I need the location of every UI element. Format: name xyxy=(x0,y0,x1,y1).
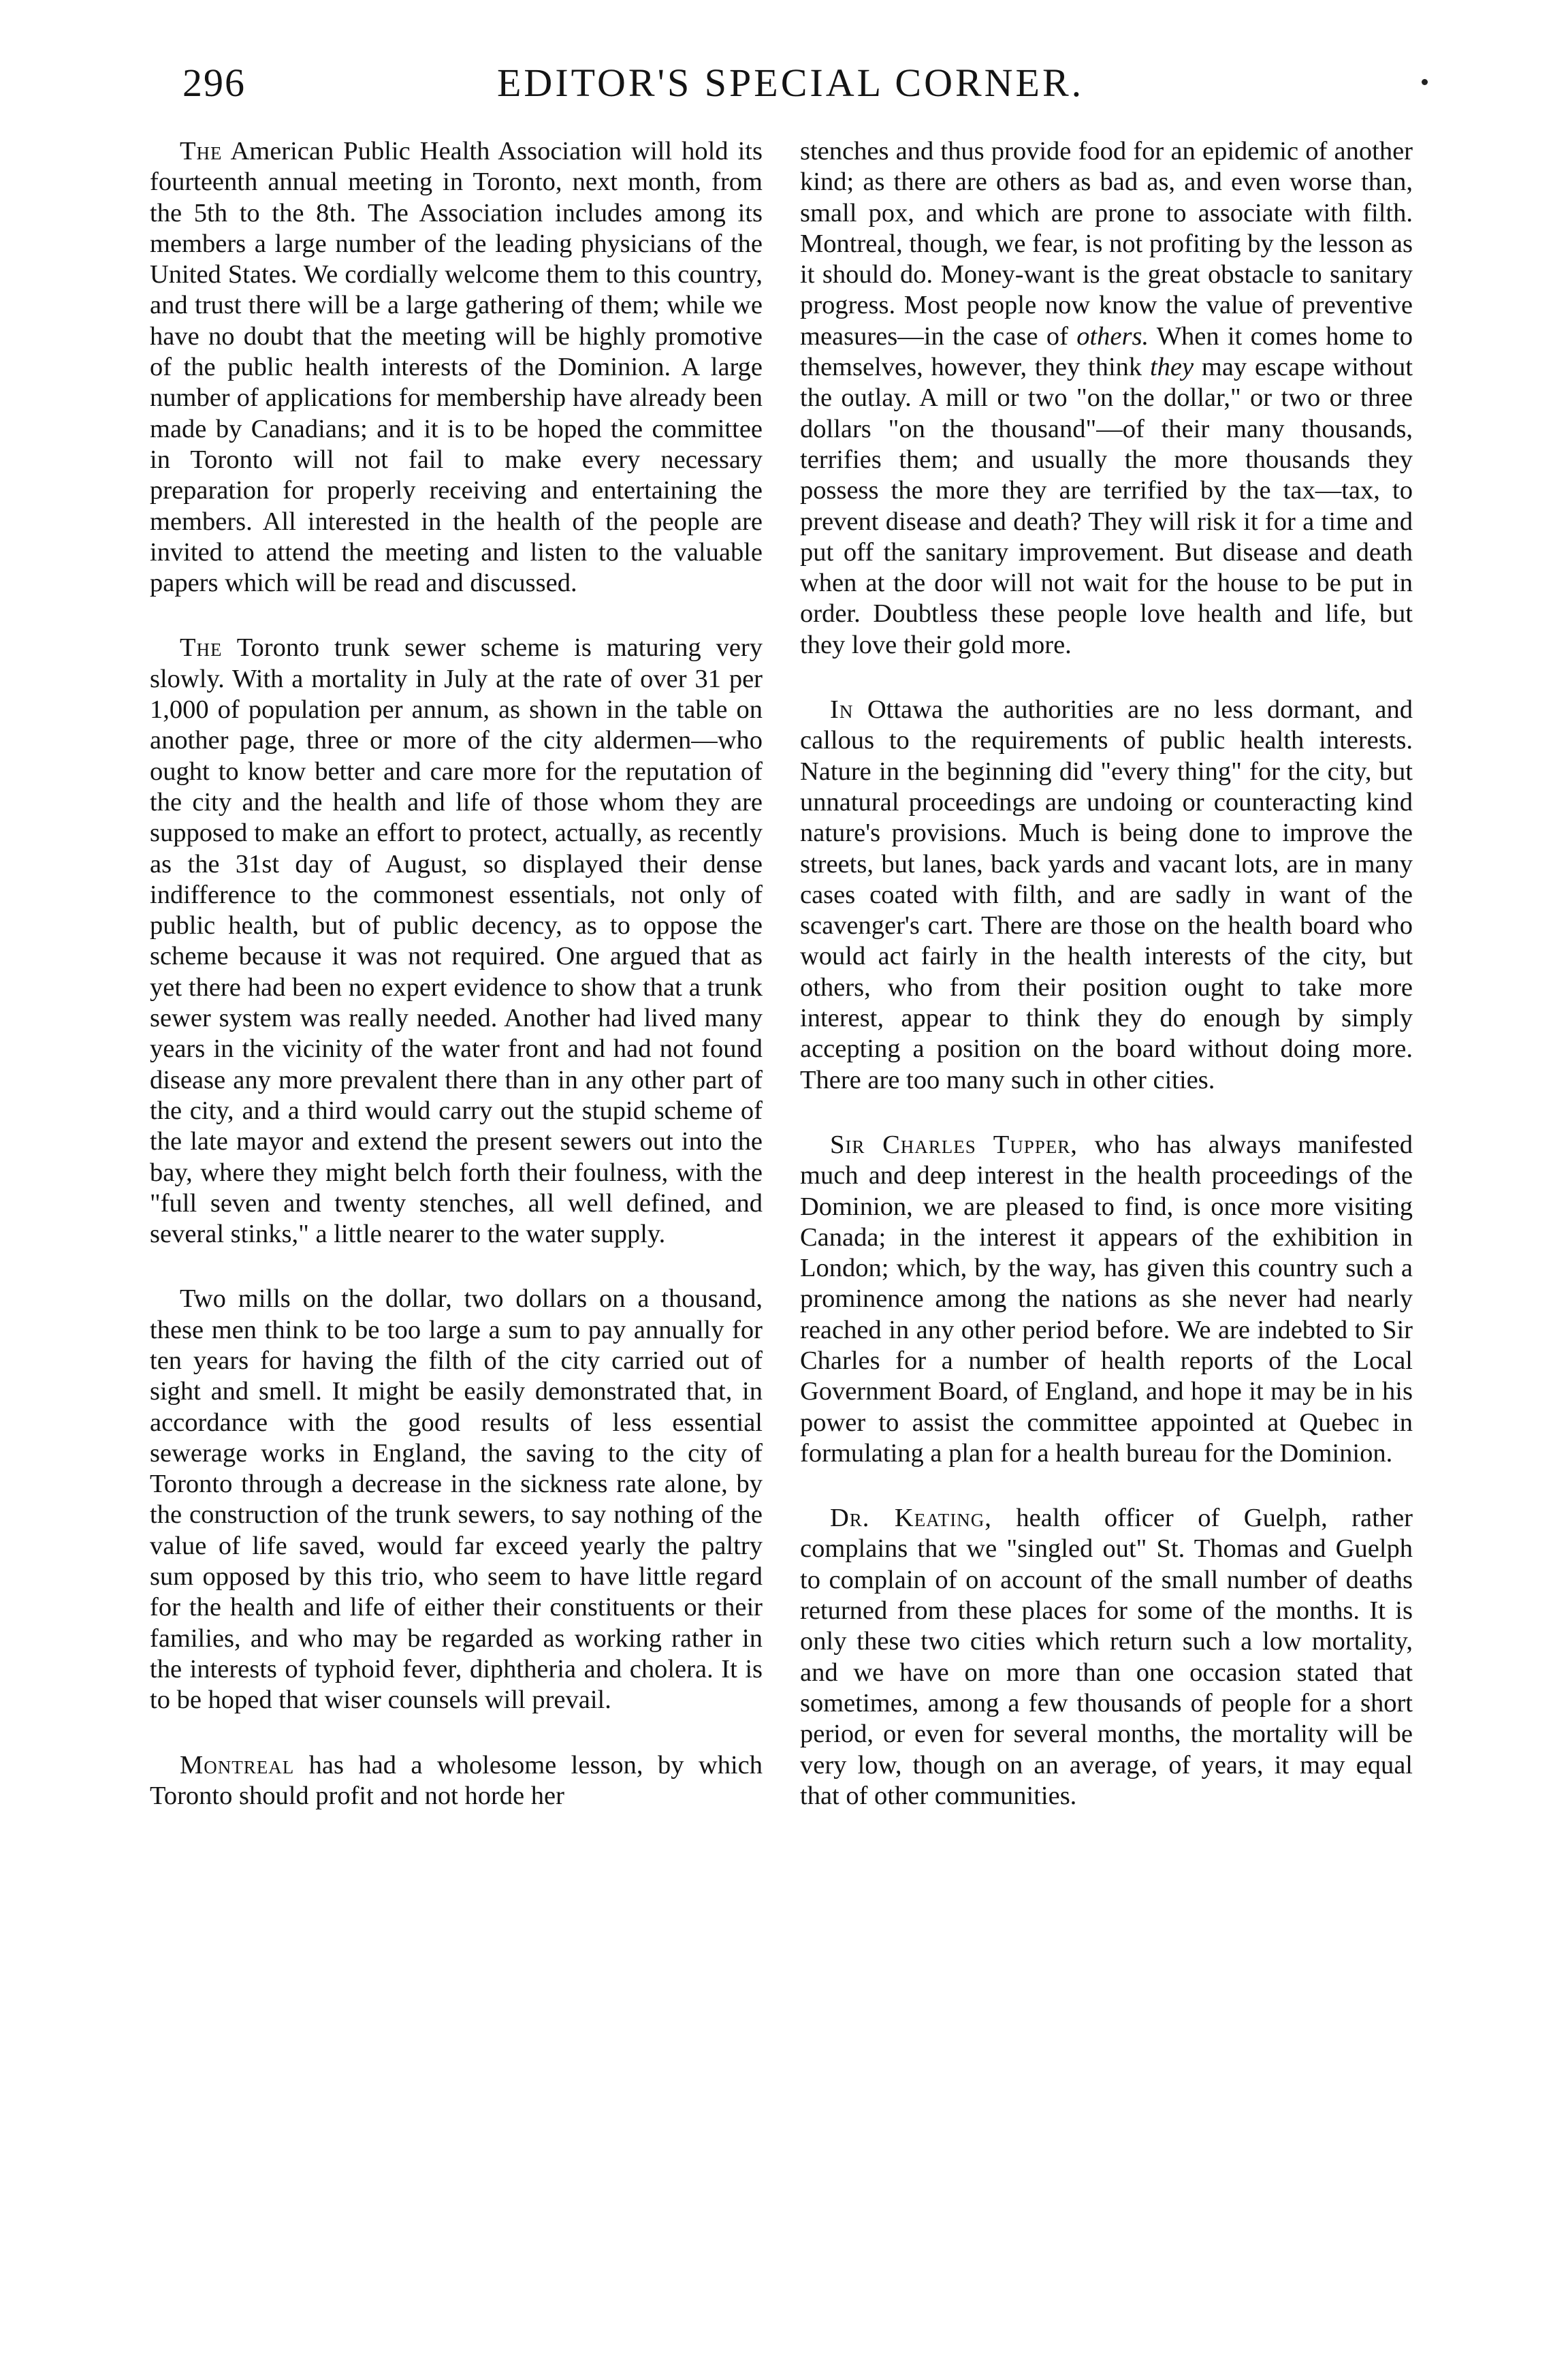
paragraph-tupper xyxy=(800,1130,1413,1469)
paragraph-montreal xyxy=(150,1750,763,1812)
paragraph-ottawa xyxy=(800,695,1413,1096)
paragraph-text: who has always manifested much and deep interest in the health proceedings of the Dominion, we are pleased to find, is once more visiting Canada; in the interest it appears of the exhibition in London; which, by the way, has given this country such a prominence among the nations as she never had nearly reached in any other period before. We are indebted to Sir Charles for a number of health reports of the Local Government Board, of England, and hope it may be in his power to assist the committee appointed at Quebec in formulating a plan for a health bureau for the Dominion. xyxy=(800,1130,1413,1468)
page-number: 296 xyxy=(182,61,246,105)
page-header xyxy=(0,60,1568,121)
paragraph-text: has had a wholesome lesson, by which Toronto should profit and not horde her xyxy=(150,1750,763,1810)
paragraph-lead: Montreal xyxy=(180,1750,295,1779)
running-head: EDITOR'S SPECIAL CORNER. xyxy=(497,61,1085,105)
paragraph-montreal-continued xyxy=(800,136,1413,661)
paragraph-lead: Dr. Keating, xyxy=(830,1504,992,1533)
paragraph-lead: Sir Charles Tupper, xyxy=(830,1130,1078,1159)
paragraph-lead: The xyxy=(180,633,223,663)
paragraph-text: stenches and thus provide food for an epidemic of another kind; as there are others as bad as, and even worse than, small pox, and which are prone to associate with filth. Montreal, though, we fear, is not profiting by the lesson as it should do. Money-want is the great obstacle to sanitary progress. Most people now know the value of preventive measures—in the case of xyxy=(800,137,1413,351)
paragraph-trunk-sewer xyxy=(150,633,763,1250)
paragraph-apha xyxy=(150,136,763,599)
paragraph-keating xyxy=(800,1503,1413,1812)
paragraph-text: When it comes home to themselves, however, they think xyxy=(800,321,1413,382)
paragraph-two-mills xyxy=(150,1284,763,1715)
paragraph-text: Two mills on the dollar, two dollars on a thousand, these men think to be too large a sum to pay annually for ten years for having the filth of the city carried out of sight and smell. It might be easily demonstrated that, in accordance with the good results of less essential sewerage works in England, the saving to the city of Toronto through a decrease in the sickness rate alone, by the construction of the trunk sewers, to say nothing of the value of life saved, would far exceed yearly the paltry sum opposed by this trio, who seem to have little regard for the health and life of either their constituents or their families, and who may be regarded as working rather in the interests of typhoid fever, diphtheria and cholera. It is to be hoped that wiser counsels will prevail. xyxy=(150,1284,763,1715)
paragraph-text: health officer of Guelph, rather complains that we "singled out" St. Thomas and Guelph to complain of on account of the small number of deaths returned from these places for some of the months. It is only these two cities which return such a low mortality, and we have on more than one occasion stated that sometimes, among a few thousands of people for a short period, or even for several months, the mortality will be very low, though on an average, of years, it may equal that of other communities. xyxy=(800,1504,1413,1810)
paragraph-text: Toronto trunk sewer scheme is maturing very slowly. With a mortality in July at the rate of over 31 per 1,000 of population per annum, as shown in the table on another page, three or more of the city aldermen—who ought to know better and care more for the reputation of the city and the health and life of those whom they are supposed to make an effort to protect, actually, as recently as the 31st day of August, so displayed their dense indifference to the commonest essentials, not only of public health, but of public decency, as to oppose the scheme because it was not required. One argued that as yet there had been no expert evidence to show that a trunk sewer system was really needed. Another had lived many years in the vicinity of the water front and had not found disease any more prevalent there than in any other part of the city, and a third would carry out the stupid scheme of the late mayor and extend the present sewers out into the bay, where they might belch forth their foulness, with the "full seven and twenty stenches, all well defined, and several stinks," a little nearer to the water supply. xyxy=(150,633,763,1249)
emphasis-others: others. xyxy=(1076,321,1149,351)
paragraph-text: American Public Health Association will hold its fourteenth annual meeting in Toronto, next month, from the 5th to the 8th. The Association includes among its members a large number of the leading physicians of the United States. We cordially welcome them to this country, and trust there will be a large gathering of them; while we have no doubt that the meeting will be highly promotive of the public health interests of the Dominion. A large number of applications for membership have already been made by Canadians; and it is to be hoped the committee in Toronto will not fail to make every necessary preparation for properly receiving and entertaining the members. All interested in the health of the people are invited to attend the meeting and listen to the valuable papers which will be read and discussed. xyxy=(150,137,763,598)
right-column xyxy=(800,136,1413,1846)
left-column xyxy=(150,136,763,1846)
paragraph-text: may escape without the outlay. A mill or two "on the dollar," or two or three dollars "on the thousand"—of their many thousands, terrifies them; and usually the more thousands they possess the more they are terrified by the tax—tax, to prevent disease and death? They will risk it for a time and put off the sanitary improvement. But disease and death when at the door will not wait for the house to be put in order. Doubtless these people love health and life, but they love their gold more. xyxy=(800,353,1413,659)
emphasis-they: they xyxy=(1149,353,1194,382)
paragraph-text: Ottawa the authorities are no less dormant, and callous to the requirements of public health interests. Nature in the beginning did "every thing" for the city, but unnatural proceedings are undoing or counteracting kind nature's provisions. Much is being done to improve the streets, but lanes, back yards and vacant lots, are in many cases coated with filth, and are sadly in want of the scavenger's cart. There are those on the health board who would act fairly in the health interests of the city, but others, who from their position ought to take more interest, appear to think they do enough by simply accepting a position on the board without doing more. There are too many such in other cities. xyxy=(800,695,1413,1094)
paragraph-lead: The xyxy=(180,137,223,165)
paragraph-lead: In xyxy=(830,695,854,725)
ink-dot xyxy=(1422,79,1428,85)
